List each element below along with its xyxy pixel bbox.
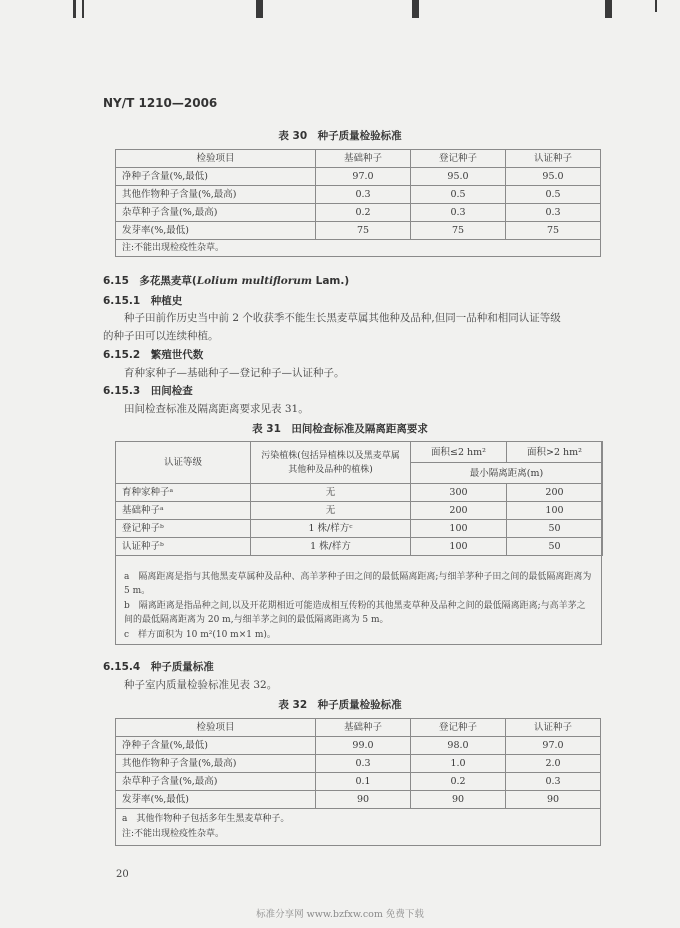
table32-caption: 表 32 种子质量检验标准 bbox=[278, 699, 402, 711]
header-cell: 面积>2 hm² bbox=[507, 442, 603, 463]
table-note-row bbox=[116, 809, 601, 846]
table-cell: 0.2 bbox=[411, 773, 506, 791]
table-cell: 无 bbox=[251, 502, 411, 520]
header-cell: 登记种子 bbox=[411, 150, 506, 168]
table-cell: 登记种子ᵇ bbox=[116, 520, 251, 538]
table-cell: 0.3 bbox=[316, 186, 411, 204]
table31-caption: 表 31 田间检查标准及隔离距离要求 bbox=[252, 423, 428, 435]
table31-footnote-b: b 隔离距离是指品种之间,以及开花期相近可能造成相互传粉的其他黑麦草种及品种之间的最低隔离距离;与高羊茅之间的最低隔离距离为 20 m,与细羊茅之间的最低隔离距离为 5 m。 bbox=[124, 601, 586, 625]
table-cell: 200 bbox=[411, 502, 507, 520]
table-note: 注:不能出现检疫性杂草。 bbox=[116, 240, 601, 257]
header-cell: 检验项目 bbox=[116, 150, 316, 168]
table-cell: 其他作物种子含量(%,最高) bbox=[116, 755, 316, 773]
table-cell: 90 bbox=[506, 791, 601, 809]
table-note-row bbox=[116, 240, 601, 257]
table-row bbox=[116, 520, 603, 538]
table-note-cell bbox=[116, 809, 601, 846]
header-cell: 基础种子 bbox=[316, 719, 411, 737]
table-note: 注:不能出现检疫性杂草。 bbox=[122, 829, 225, 839]
table-row bbox=[116, 791, 601, 809]
scan-mark bbox=[82, 0, 84, 18]
table-cell: 95.0 bbox=[411, 168, 506, 186]
table-row bbox=[116, 168, 601, 186]
table-cell: 98.0 bbox=[411, 737, 506, 755]
table-cell: 75 bbox=[506, 222, 601, 240]
paragraph: 的种子田可以连续种植。 bbox=[103, 330, 219, 342]
table-cell: 发芽率(%,最低) bbox=[116, 222, 316, 240]
table-cell: 90 bbox=[411, 791, 506, 809]
table-cell: 100 bbox=[507, 502, 603, 520]
table-row bbox=[116, 538, 603, 556]
table-cell: 95.0 bbox=[506, 168, 601, 186]
header-cell: 认证等级 bbox=[116, 442, 251, 484]
table31-footnote-a: a 隔离距离是指与其他黑麦草属种及品种、高羊茅种子田之间的最低隔离距离;与细羊茅种子田之间的最低隔离距离为 5 m。 bbox=[124, 572, 592, 596]
table-cell: 无 bbox=[251, 484, 411, 502]
table31-footnote-c: c 样方面积为 10 m²(10 m×1 m)。 bbox=[124, 630, 276, 640]
table-row bbox=[116, 502, 603, 520]
table-cell: 50 bbox=[507, 538, 603, 556]
table-cell: 杂草种子含量(%,最高) bbox=[116, 773, 316, 791]
table-cell: 1.0 bbox=[411, 755, 506, 773]
section-6-15-3-title: 6.15.3 田间检查 bbox=[103, 385, 193, 397]
scan-mark bbox=[256, 0, 263, 18]
table-row bbox=[116, 484, 603, 502]
table-cell: 99.0 bbox=[316, 737, 411, 755]
table-cell: 100 bbox=[411, 538, 507, 556]
standard-number: NY/T 1210—2006 bbox=[103, 96, 218, 110]
header-cell: 面积≤2 hm² bbox=[411, 442, 507, 463]
table-row bbox=[116, 773, 601, 791]
table-cell: 0.2 bbox=[316, 204, 411, 222]
table-cell: 育种家种子ᵃ bbox=[116, 484, 251, 502]
header-cell: 登记种子 bbox=[411, 719, 506, 737]
table-cell: 97.0 bbox=[316, 168, 411, 186]
paragraph: 种子室内质量检验标准见表 32。 bbox=[124, 679, 278, 691]
header-cell: 污染植株(包括异植株以及黑麦草属其他种及品种的植株) bbox=[251, 442, 411, 484]
section-6-15-1-title: 6.15.1 种植史 bbox=[103, 295, 183, 307]
table-cell: 0.3 bbox=[506, 773, 601, 791]
scan-mark bbox=[655, 0, 657, 12]
table-cell: 0.3 bbox=[411, 204, 506, 222]
table-cell: 0.3 bbox=[506, 204, 601, 222]
table-cell: 净种子含量(%,最低) bbox=[116, 168, 316, 186]
table-cell: 75 bbox=[316, 222, 411, 240]
table-cell: 净种子含量(%,最低) bbox=[116, 737, 316, 755]
table-cell: 0.5 bbox=[411, 186, 506, 204]
table30-caption: 表 30 种子质量检验标准 bbox=[278, 130, 402, 142]
section-6-15-4-title: 6.15.4 种子质量标准 bbox=[103, 661, 214, 673]
table-cell: 基础种子ᵃ bbox=[116, 502, 251, 520]
table-cell: 100 bbox=[411, 520, 507, 538]
table31 bbox=[115, 441, 603, 556]
table32 bbox=[115, 718, 601, 846]
scan-mark bbox=[412, 0, 419, 18]
watermark: 标准分享网 www.bzfxw.com 免费下载 bbox=[256, 909, 424, 920]
table-row bbox=[116, 222, 601, 240]
table-cell: 200 bbox=[507, 484, 603, 502]
table-cell: 0.3 bbox=[316, 755, 411, 773]
header-cell: 检验项目 bbox=[116, 719, 316, 737]
scan-mark bbox=[605, 0, 612, 18]
section-6-15-2-title: 6.15.2 繁殖世代数 bbox=[103, 349, 204, 361]
table-row bbox=[116, 737, 601, 755]
table32-footnote-a: a 其他作物种子包括多年生黑麦草种子。 bbox=[122, 814, 290, 824]
table-cell: 杂草种子含量(%,最高) bbox=[116, 204, 316, 222]
table-cell: 0.1 bbox=[316, 773, 411, 791]
header-cell: 基础种子 bbox=[316, 150, 411, 168]
table-cell: 50 bbox=[507, 520, 603, 538]
page-number: 20 bbox=[116, 869, 129, 880]
header-cell: 最小隔离距离(m) bbox=[411, 463, 603, 484]
table-cell: 90 bbox=[316, 791, 411, 809]
table-cell: 2.0 bbox=[506, 755, 601, 773]
header-cell: 认证种子 bbox=[506, 150, 601, 168]
table-cell: 75 bbox=[411, 222, 506, 240]
table-cell: 300 bbox=[411, 484, 507, 502]
table-cell: 97.0 bbox=[506, 737, 601, 755]
table-cell: 其他作物种子含量(%,最高) bbox=[116, 186, 316, 204]
table-header-row bbox=[116, 719, 601, 737]
table-row bbox=[116, 204, 601, 222]
table-cell: 发芽率(%,最低) bbox=[116, 791, 316, 809]
table-row bbox=[116, 186, 601, 204]
table30 bbox=[115, 149, 601, 257]
table-cell: 1 株/样方ᶜ bbox=[251, 520, 411, 538]
table-cell: 认证种子ᵇ bbox=[116, 538, 251, 556]
table-header-row bbox=[116, 150, 601, 168]
section-6-15-title: 6.15 多花黑麦草(Lolium multiflorum Lam.) bbox=[103, 275, 350, 287]
scan-mark bbox=[73, 0, 76, 18]
table-cell: 0.5 bbox=[506, 186, 601, 204]
header-cell: 认证种子 bbox=[506, 719, 601, 737]
table-header-row bbox=[116, 442, 603, 463]
latin-name: Lolium multiflorum bbox=[196, 275, 312, 287]
table-row bbox=[116, 755, 601, 773]
table-cell: 1 株/样方 bbox=[251, 538, 411, 556]
paragraph: 田间检查标准及隔离距离要求见表 31。 bbox=[124, 403, 309, 415]
paragraph: 育种家种子—基础种子—登记种子—认证种子。 bbox=[124, 367, 345, 379]
paragraph: 种子田前作历史当中前 2 个收获季不能生长黑麦草属其他种及品种,但同一品种和相同认证等级 bbox=[124, 312, 561, 324]
